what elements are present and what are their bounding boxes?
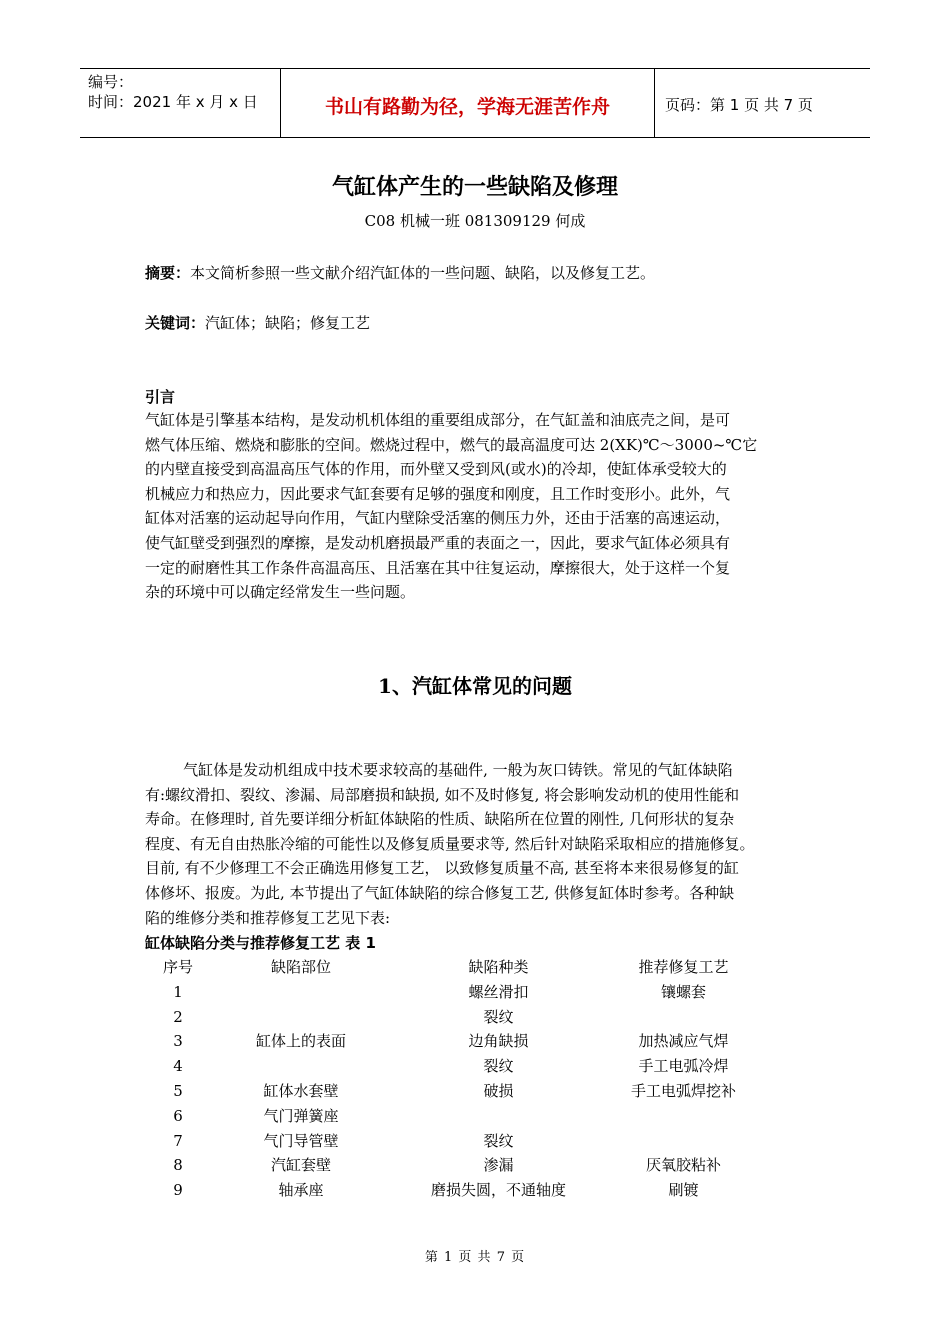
table-cell: 汽缸套壁 bbox=[270, 1156, 331, 1175]
page-footer: 第 1 页 共 7 页 bbox=[424, 1250, 526, 1265]
table-row bbox=[145, 1005, 835, 1030]
paragraph-line: 气缸体是引擎基本结构，是发动机机体组的重要组成部分，在气缸盖和油底壳之间，是可 bbox=[145, 411, 731, 429]
keywords-text: 汽缸体；缺陷；修复工艺 bbox=[205, 314, 371, 332]
table-cell: 裂纹 bbox=[483, 1057, 514, 1076]
table-cell: 2 bbox=[173, 1007, 183, 1026]
abstract-text: 本文简析参照一些文献介绍汽缸体的一些问题、缺陷，以及修复工艺。 bbox=[190, 264, 656, 282]
table-cell bbox=[211, 1054, 391, 1079]
intro-heading: 引言 bbox=[145, 388, 176, 406]
table-cell bbox=[606, 1104, 761, 1129]
table-cell bbox=[606, 1129, 761, 1154]
table-cell: 气门弹簧座 bbox=[263, 1106, 339, 1125]
table-cell: 气门导管壁 bbox=[263, 1131, 339, 1150]
table-cell bbox=[211, 980, 391, 1005]
table-cell: 刷镀 bbox=[668, 1181, 699, 1200]
header-number: 编号： bbox=[88, 73, 134, 91]
table-row bbox=[145, 1054, 835, 1079]
document-title: 气缸体产生的一些缺陷及修理 bbox=[331, 175, 618, 200]
table-cell: 破损 bbox=[483, 1081, 514, 1100]
table-row bbox=[145, 1153, 835, 1178]
page-header bbox=[80, 68, 870, 138]
header-motto: 书山有路勤为径，学海无涯苦作舟 bbox=[281, 69, 655, 137]
abstract bbox=[145, 262, 655, 283]
table-cell: 缸体水套壁 bbox=[263, 1081, 339, 1100]
table-header-cell: 缺陷种类 bbox=[468, 958, 529, 976]
table-cell bbox=[211, 1005, 391, 1030]
table-cell: 9 bbox=[173, 1181, 183, 1200]
paragraph-line: 的内壁直接受到高温高压气体的作用，而外壁又受到风(或水)的冷却，使缸体承受较大的 bbox=[145, 460, 727, 479]
keywords bbox=[145, 312, 370, 333]
table-header-cell: 推荐修复工艺 bbox=[638, 958, 729, 976]
header-time: 时间：2021 年 x 月 x 日 bbox=[88, 93, 258, 111]
table-row bbox=[145, 1029, 835, 1054]
table-cell: 厌氧胶粘补 bbox=[645, 1156, 721, 1175]
paragraph-line: 目前, 有不少修理工不会正确选用修复工艺， 以致修复质量不高, 甚至将本来很易修复的缸 bbox=[145, 859, 739, 878]
paragraph-line: 寿命。在修理时, 首先要详细分析缸体缺陷的性质、缺陷所在位置的刚性, 几何形状的复杂 bbox=[145, 810, 735, 829]
table-cell: 缸体上的表面 bbox=[255, 1032, 346, 1051]
paragraph-line: 有:螺纹滑扣、裂纹、渗漏、局部磨损和缺损, 如不及时修复, 将会影响发动机的使用性能和 bbox=[145, 785, 740, 804]
table-cell: 1 bbox=[173, 982, 183, 1001]
section-1-title: 1、汽缸体常见的问题 bbox=[378, 674, 572, 698]
header-page-info: 页码：第 1 页 共 7 页 bbox=[665, 95, 813, 114]
table-cell: 裂纹 bbox=[483, 1131, 514, 1150]
table-cell: 6 bbox=[173, 1106, 183, 1125]
table-cell: 5 bbox=[173, 1081, 183, 1100]
table-cell: 渗漏 bbox=[483, 1156, 514, 1175]
table-cell: 手工电弧冷焊 bbox=[638, 1057, 729, 1076]
paragraph-line: 杂的环境中可以确定经常发生一些问题。 bbox=[145, 583, 416, 602]
keywords-label: 关键词： bbox=[145, 314, 206, 332]
table-cell bbox=[391, 1104, 606, 1129]
table-cell: 边角缺损 bbox=[468, 1032, 529, 1051]
table-cell bbox=[606, 1005, 761, 1030]
paragraph-line: 使气缸壁受到强烈的摩擦，是发动机磨损最严重的表面之一，因此，要求气缸体必须具有 bbox=[145, 533, 731, 552]
table-row bbox=[145, 1079, 835, 1104]
paragraph-line: 体修坏、报废。为此, 本节提出了气缸体缺陷的综合修复工艺, 供修复缸体时参考。各种缺 bbox=[145, 883, 735, 902]
table-cell: 3 bbox=[173, 1032, 183, 1051]
defect-table bbox=[145, 955, 835, 1203]
abstract-label: 摘要： bbox=[145, 264, 191, 282]
table-cell: 4 bbox=[173, 1057, 183, 1076]
author-line: C08 机械一班 081309129 何成 bbox=[364, 212, 586, 230]
paragraph-line: 缸体对活塞的运动起导向作用，气缸内壁除受活塞的侧压力外，还由于活塞的高速运动， bbox=[145, 509, 731, 528]
table-header-row bbox=[145, 955, 835, 980]
table-caption: 缸体缺陷分类与推荐修复工艺 表 1 bbox=[145, 934, 376, 952]
intro-paragraph bbox=[145, 408, 815, 605]
table-cell: 手工电弧焊挖补 bbox=[630, 1081, 736, 1100]
table-cell: 螺丝滑扣 bbox=[468, 982, 529, 1001]
table-cell: 加热减应气焊 bbox=[638, 1032, 729, 1051]
paragraph-line: 机械应力和热应力，因此要求气缸套要有足够的强度和刚度，且工作时变形小。此外，气 bbox=[145, 484, 731, 503]
table-cell: 镶螺套 bbox=[660, 982, 706, 1001]
paragraph-line: 陷的维修分类和推荐修复工艺见下表: bbox=[145, 908, 391, 927]
table-header-cell: 缺陷部位 bbox=[270, 958, 331, 976]
paragraph-line: 燃气体压缩、燃烧和膨胀的空间。燃烧过程中，燃气的最高温度可达 2(XK)℃～3000~℃它 bbox=[145, 435, 758, 454]
table-row bbox=[145, 1129, 835, 1154]
header-meta bbox=[80, 69, 281, 137]
paragraph-line: 一定的耐磨性其工作条件高温高压、且活塞在其中往复运动，摩擦很大，处于这样一个复 bbox=[145, 558, 731, 577]
table-row bbox=[145, 1178, 835, 1203]
table-header-cell: 序号 bbox=[162, 958, 193, 976]
table-cell: 裂纹 bbox=[483, 1007, 514, 1026]
table-cell: 磨损失圆，不通轴度 bbox=[430, 1181, 566, 1200]
table-cell: 7 bbox=[173, 1131, 183, 1150]
paragraph-line: 程度、有无自由热胀冷缩的可能性以及修复质量要求等, 然后针对缺陷采取相应的措施修复。 bbox=[145, 834, 755, 853]
paragraph-line: 气缸体是发动机组成中技术要求较高的基础件, 一般为灰口铸铁。常见的气缸体缺陷 bbox=[145, 761, 733, 779]
section-1-paragraph bbox=[145, 758, 815, 930]
table-cell: 轴承座 bbox=[278, 1181, 324, 1200]
table-row bbox=[145, 1104, 835, 1129]
table-cell: 8 bbox=[173, 1156, 183, 1175]
table-row bbox=[145, 980, 835, 1005]
